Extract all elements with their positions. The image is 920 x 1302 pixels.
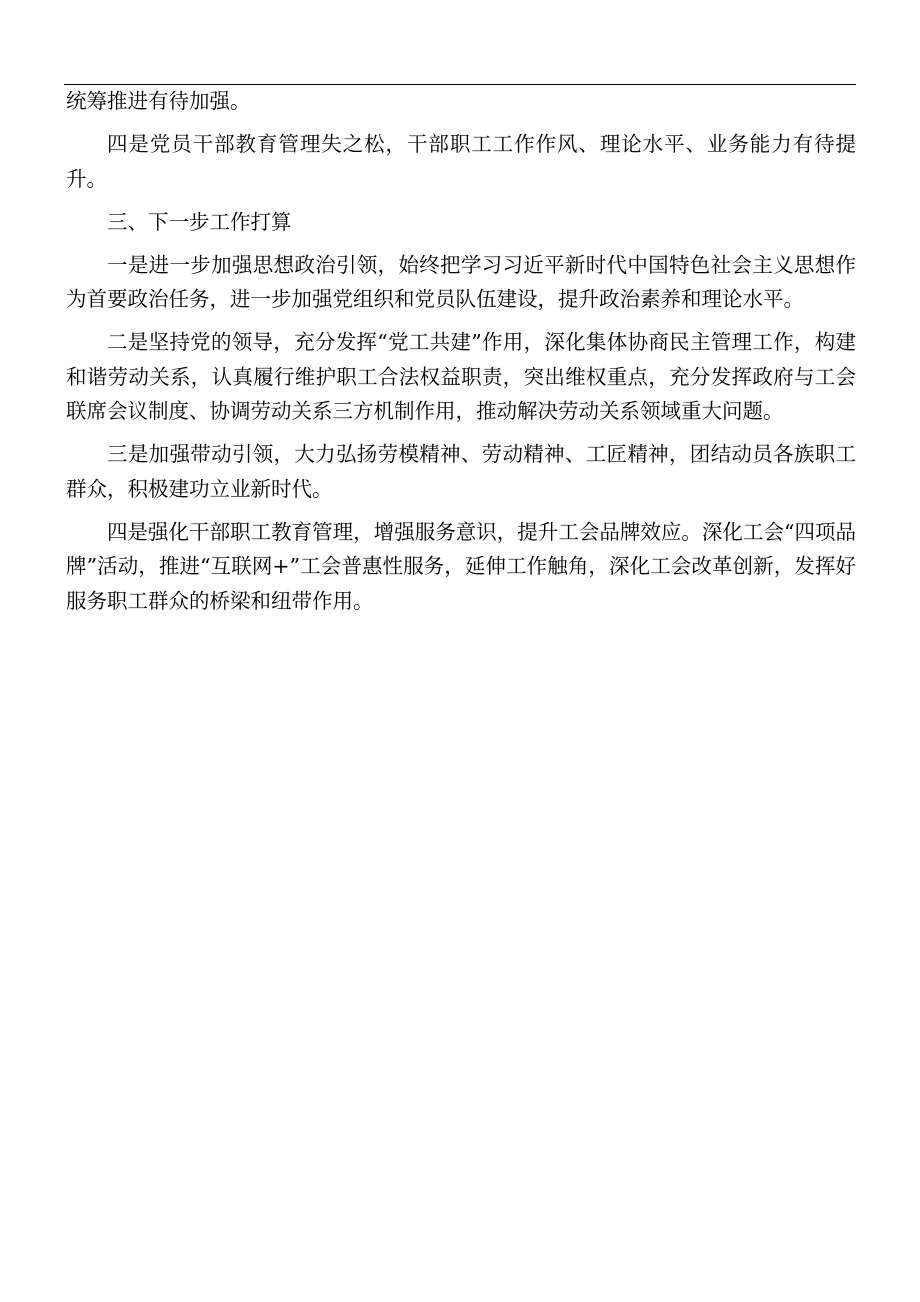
document-body (66, 84, 856, 627)
paragraph-plan-one: 一是进一步加强思想政治引领，始终把学习习近平新时代中国特色社会主义思想作为首要政治任务，进一步加强党组织和党员队伍建设，提升政治素养和理论水平。 (66, 252, 856, 311)
paragraph-plan-two: 二是坚持党的领导，充分发挥“党工共建”作用，深化集体协商民主管理工作，构建和谐劳动关系，认真履行维护职工合法权益职责，突出维权重点，充分发挥政府与工会联席会议制度、协调劳动关系三方机制作用，推动解决劳动关系领域重大问题。 (66, 330, 856, 423)
paragraph-issue-four: 四是党员干部教育管理失之松，干部职工工作作风、理论水平、业务能力有待提升。 (66, 132, 856, 191)
paragraph-plan-four: 四是强化干部职工教育管理，增强服务意识，提升工会品牌效应。深化工会“四项品牌”活动，推进“互联网+”工会普惠性服务，延伸工作触角，深化工会改革创新，发挥好服务职工群众的桥梁和纽带作用。 (66, 519, 856, 613)
paragraph-continuation: 统筹推进有待加强。 (66, 89, 251, 113)
paragraph-plan-three: 三是加强带动引领，大力弘扬劳模精神、劳动精神、工匠精神，团结动员各族职工群众，积极建功立业新时代。 (66, 442, 856, 501)
section-heading-next-steps: 三、下一步工作打算 (107, 209, 292, 234)
